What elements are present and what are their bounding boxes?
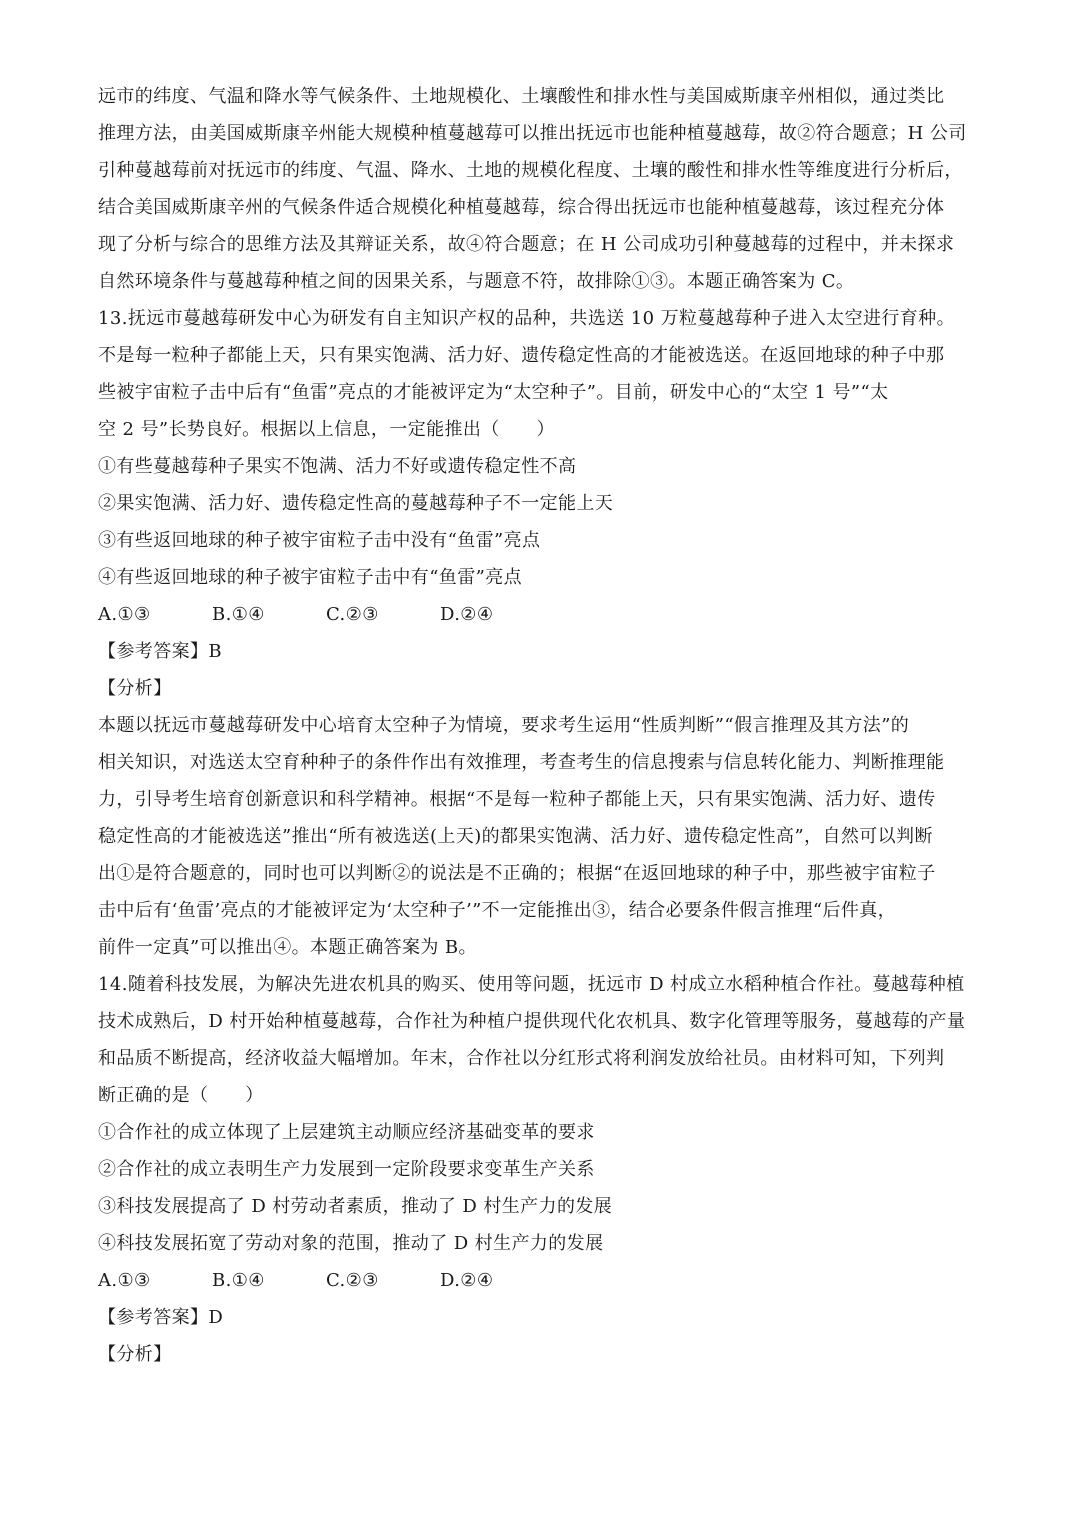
- statement-1: ①有些蔓越莓种子果实不饱满、活力不好或遗传稳定性不高: [98, 456, 577, 477]
- question-stem-line: 13.抚远市蔓越莓研发中心为研发有自主知识产权的品种，共选送 10 万粒蔓越莓种子进入太空进行育种。: [98, 308, 955, 329]
- analysis-line: 稳定性高的才能被选送”推出“所有被选送(上天)的都果实饱满、活力好、遗传稳定性高”，自然可以判断: [98, 826, 933, 847]
- question-stem-line: 些被宇宙粒子击中后有“鱼雷”亮点的才能被评定为“太空种子”。目前，研发中心的“太空 1 号”“太: [98, 382, 889, 403]
- question-stem-line: 不是每一粒种子都能上天，只有果实饱满、活力好、遗传稳定性高的才能被选送。在返回地球的种子中那: [98, 345, 945, 366]
- statement-2: ②合作社的成立表明生产力发展到一定阶段要求变革生产关系: [98, 1159, 595, 1180]
- analysis-line: 本题以抚远市蔓越莓研发中心培育太空种子为情境，要求考生运用“性质判断”“假言推理及其方法”的: [98, 715, 910, 736]
- question-stem-line: 14.随着科技发展，为解决先进农机具的购买、使用等问题，抚远市 D 村成立水稻种植合作社。蔓越莓种植: [98, 974, 965, 995]
- analysis-line: 力，引导考生培育创新意识和科学精神。根据“不是每一粒种子都能上天，只有果实饱满、活力好、遗传: [98, 789, 936, 810]
- text-line: 结合美国威斯康辛州的气候条件适合规模化种植蔓越莓，综合得出抚远市也能种植蔓越莓，该过程充分体: [98, 197, 945, 218]
- analysis-line: 相关知识，对选送太空育种种子的条件作出有效推理，考查考生的信息搜索与信息转化能力、判断推理能: [98, 752, 945, 773]
- previous-analysis: [98, 78, 984, 300]
- question-stem-line: 空 2 号”长势良好。根据以上信息，一定能推出（ ）: [98, 419, 555, 440]
- text-line: 自然环境条件与蔓越莓种植之间的因果关系，与题意不符，故排除①③。本题正确答案为 C。: [98, 271, 855, 292]
- option-d: D.②④: [440, 1270, 494, 1291]
- answer-options: [98, 596, 984, 633]
- question-14: [98, 966, 984, 1373]
- analysis-heading: 【分析】: [98, 1344, 172, 1365]
- statement-1: ①合作社的成立体现了上层建筑主动顺应经济基础变革的要求: [98, 1122, 595, 1143]
- option-c: C.②③: [326, 1270, 379, 1291]
- option-c: C.②③: [326, 604, 379, 625]
- answer-options: [98, 1262, 984, 1299]
- text-line: 引种蔓越莓前对抚远市的纬度、气温、降水、土地的规模化程度、土壤的酸性和排水性等维度进行分析后，: [98, 160, 963, 181]
- option-d: D.②④: [440, 604, 494, 625]
- option-a: A.①③: [98, 1270, 151, 1291]
- question-stem-line: 和品质不断提高，经济收益大幅增加。年末，合作社以分红形式将利润发放给社员。由材料可知，下列判: [98, 1048, 945, 1069]
- document-page: [98, 78, 984, 1373]
- statement-3: ③科技发展提高了 D 村劳动者素质，推动了 D 村生产力的发展: [98, 1196, 613, 1217]
- analysis-line: 出①是符合题意的，同时也可以判断②的说法是不正确的；根据“在返回地球的种子中，那些被宇宙粒子: [98, 863, 936, 884]
- statement-4: ④有些返回地球的种子被宇宙粒子击中有“鱼雷”亮点: [98, 567, 523, 588]
- analysis-line: 前件一定真”可以推出④。本题正确答案为 B。: [98, 937, 477, 958]
- analysis-line: 击中后有‘鱼雷’亮点的才能被评定为‘太空种子’”不一定能推出③，结合必要条件假言推理“后件真，: [98, 900, 897, 921]
- text-line: 远市的纬度、气温和降水等气候条件、土地规模化、土壤酸性和排水性与美国威斯康辛州相似，通过类比: [98, 86, 945, 107]
- text-line: 推理方法，由美国威斯康辛州能大规模种植蔓越莓可以推出抚远市也能种植蔓越莓，故②符合题意；H 公司: [98, 123, 967, 144]
- text-line: 现了分析与综合的思维方法及其辩证关系，故④符合题意；在 H 公司成功引种蔓越莓的过程中，并未探求: [98, 234, 955, 255]
- option-a: A.①③: [98, 604, 151, 625]
- statement-2: ②果实饱满、活力好、遗传稳定性高的蔓越莓种子不一定能上天: [98, 493, 614, 514]
- analysis-heading: 【分析】: [98, 678, 172, 699]
- option-b: B.①④: [212, 1270, 265, 1291]
- reference-answer: 【参考答案】B: [98, 641, 223, 662]
- statement-3: ③有些返回地球的种子被宇宙粒子击中没有“鱼雷”亮点: [98, 530, 541, 551]
- statement-4: ④科技发展拓宽了劳动对象的范围，推动了 D 村生产力的发展: [98, 1233, 604, 1254]
- question-stem-line: 技术成熟后，D 村开始种植蔓越莓，合作社为种植户提供现代化农机具、数字化管理等服务，蔓越莓的产量: [98, 1011, 966, 1032]
- reference-answer: 【参考答案】D: [98, 1307, 224, 1328]
- option-b: B.①④: [212, 604, 265, 625]
- question-stem-line: 断正确的是（ ）: [98, 1085, 264, 1106]
- question-13: [98, 300, 984, 966]
